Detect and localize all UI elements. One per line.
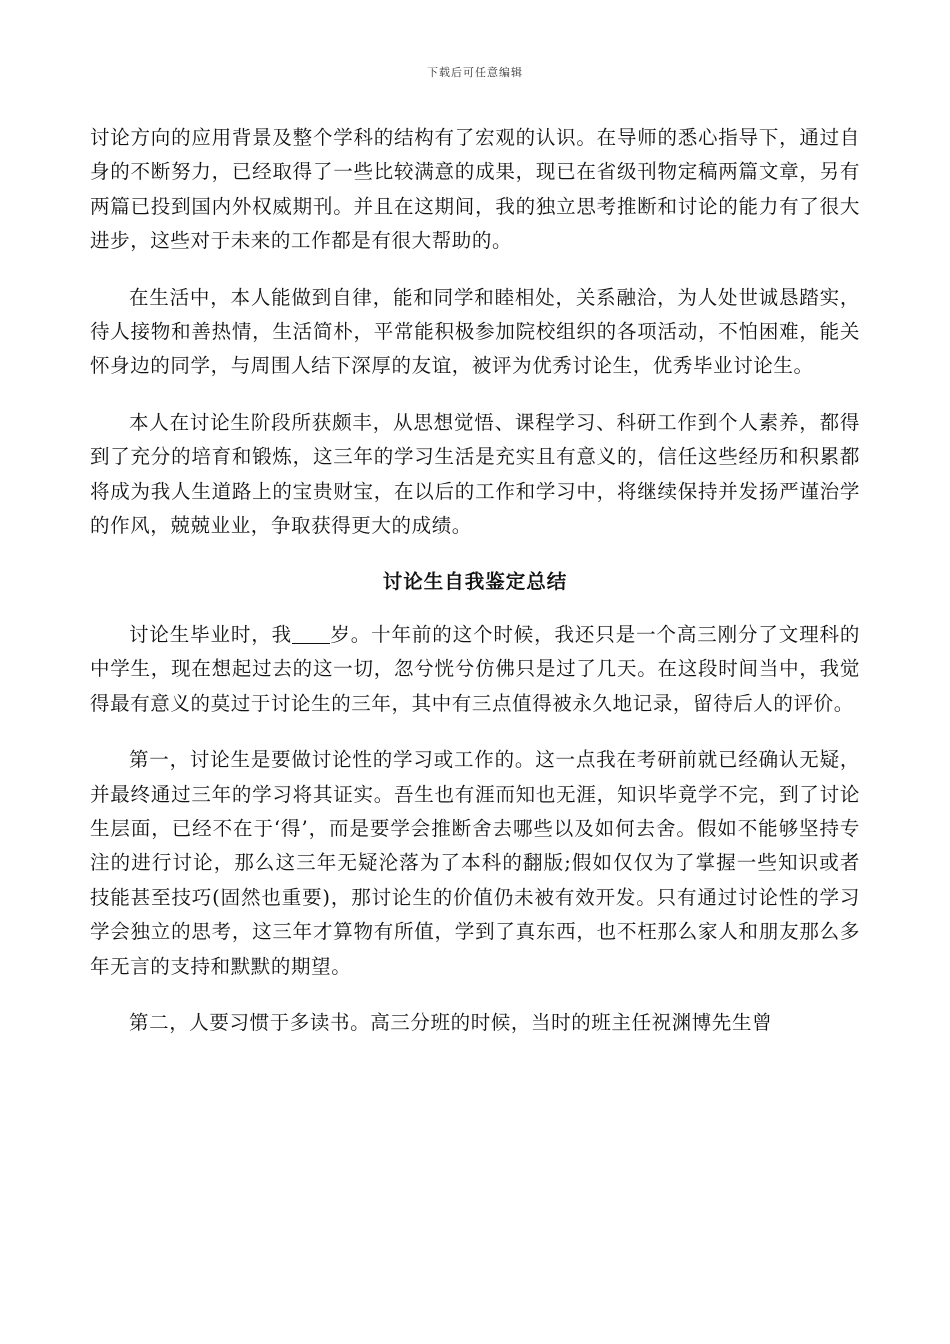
paragraph-life: 在生活中，本人能做到自律，能和同学和睦相处，关系融洽，为人处世诚恳踏实，待人接物和善热情，生活简朴，平常能积极参加院校组织的各项活动，不怕困难，能关怀身边的同学，与周围人结下深厚的友谊，被评为优秀讨论生，优秀毕业讨论生。: [90, 285, 860, 378]
intro-text-before: 讨论生毕业时，我: [129, 622, 293, 646]
section-title: 讨论生自我鉴定总结: [382, 570, 568, 594]
paragraph-research-progress: 讨论方向的应用背景及整个学科的结构有了宏观的认识。在导师的悉心指导下，通过自身的不断努力，已经取得了一些比较满意的成果，现已在省级刊物定稿两篇文章，另有两篇已投到国内外权威期刊。并且在这期间，我的独立思考推断和讨论的能力有了很大进步，这些对于未来的工作都是有很大帮助的。: [90, 126, 860, 253]
document-body: [90, 121, 860, 1062]
paragraph-summary: 本人在讨论生阶段所获颇丰，从思想觉悟、课程学习、科研工作到个人素养，都得到了充分的培育和锻炼，这三年的学习生活是充实且有意义的，信任这些经历和积累都将成为我人生道路上的宝贵财宝，在以后的工作和学习中，将继续保持并发扬严谨治学的作风，兢兢业业，争取获得更大的成绩。: [90, 410, 860, 538]
paragraph-point-one: 第一，讨论生是要做讨论性的学习或工作的。这一点我在考研前就已经确认无疑，并最终通过三年的学习将其证实。吾生也有涯而知也无涯，知识毕竟学不完，到了讨论生层面，已经不在于‘得’，而是要学会推断舍去哪些以及如何去舍。假如不能够坚持专注的进行讨论，那么这三年无疑沦落为了本科的翻版;假如仅仅为了掌握一些知识或者技能甚至技巧(固然也重要)，那讨论生的价值仍未被有效开发。只有通过讨论性的学习学会独立的思考，这三年才算物有所值，学到了真东西，也不枉那么家人和朋友那么多年无言的支持和默默的期望。: [90, 748, 860, 978]
page-header: 下载后可任意编辑: [427, 66, 523, 79]
paragraph-intro: [90, 618, 860, 721]
intro-text-after: 岁。十年前的这个时候，我还只是一个高三刚分了文理科的中学生，现在想起过去的这一切，忽兮恍兮仿佛只是过了几天。在这段时间当中，我觉得最有意义的莫过于讨论生的三年，其中有三点值得被永久地记录，留待后人的评价。: [90, 622, 860, 715]
paragraph-point-two: 第二，人要习惯于多读书。高三分班的时候，当时的班主任祝渊博先生曾: [129, 1010, 773, 1034]
age-blank: [292, 623, 330, 644]
